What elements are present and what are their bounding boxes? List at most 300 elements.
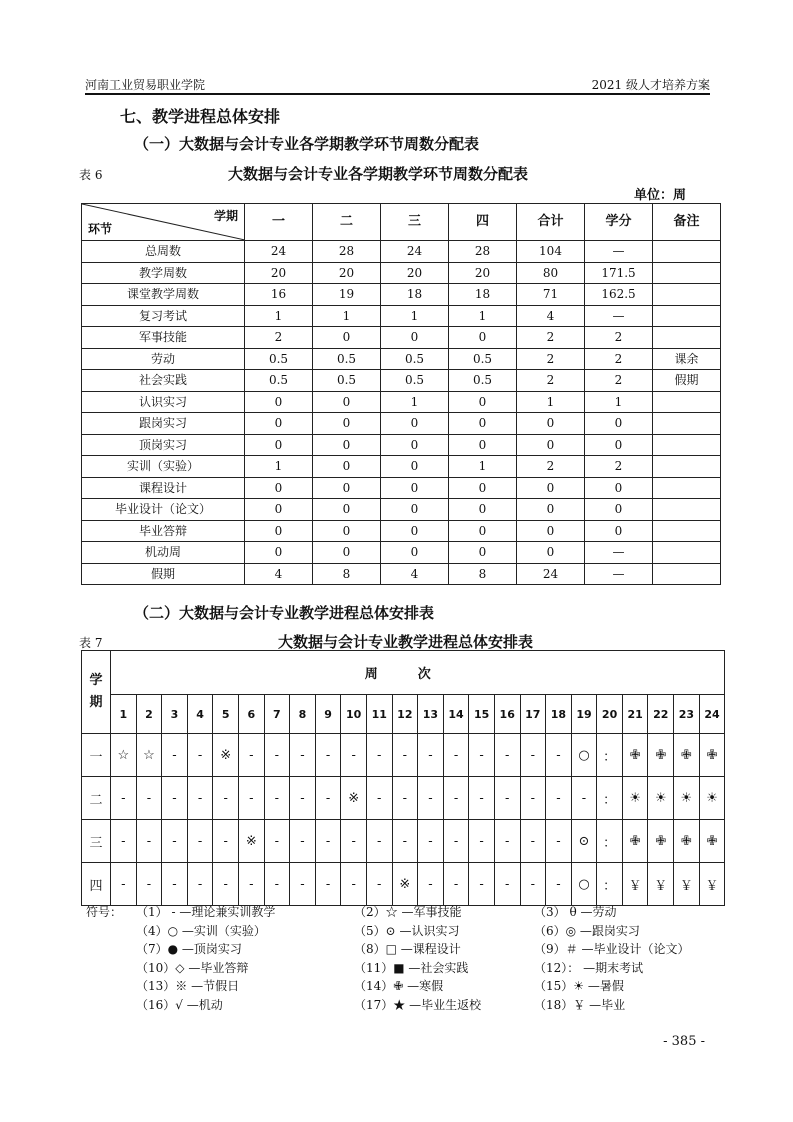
table6-cell: 20 [449,262,517,284]
table6-cell: 0 [381,456,449,478]
table6-cell: 0 [449,542,517,564]
table6-cell: 0 [245,520,313,542]
schedule-cell: - [213,777,239,820]
table6-cell [653,305,721,327]
table6-cell [653,284,721,306]
schedule-cell: - [341,820,367,863]
table6-col-term-2: 二 [313,204,381,241]
week-number: 18 [546,695,572,734]
week-number: 16 [494,695,520,734]
table6-cell: 24 [245,241,313,263]
table6-unit: 单位：周 [634,188,687,203]
table6-cell: 0.5 [313,370,381,392]
table6-cell: — [585,563,653,585]
schedule-cell: - [111,777,137,820]
schedule-cell: - [366,734,392,777]
table6-cell: 4 [381,563,449,585]
table6-cell: — [585,542,653,564]
table6-row-label: 实训（实验） [82,456,245,478]
schedule-cell: ☀ [648,777,674,820]
table6-row [82,370,721,392]
schedule-cell: - [520,863,546,906]
legend-item: （3） θ —劳动 [534,905,617,919]
table6-row [82,434,721,456]
table6-label: 表 6 [79,168,103,182]
table6-cell: 0 [517,477,585,499]
week-number: 19 [571,695,597,734]
schedule-cell: - [546,777,572,820]
table6-cell: 1 [381,391,449,413]
schedule-cell: ￥ [674,863,700,906]
corner-term-label: 学期 [213,209,238,223]
week-number: 22 [648,695,674,734]
schedule-cell: ✙ [699,820,725,863]
schedule-cell: - [238,734,264,777]
schedule-cell: - [520,777,546,820]
table6-cell [653,520,721,542]
table6-row-label: 毕业设计（论文） [82,499,245,521]
schedule-cell: - [162,863,188,906]
table6-cell [653,413,721,435]
schedule-cell: - [213,820,239,863]
schedule-cell: - [443,863,469,906]
table6-row-label: 顶岗实习 [82,434,245,456]
table6-cell: — [585,241,653,263]
schedule-cell: - [136,863,162,906]
table6-cell: 0 [245,413,313,435]
week-number: 10 [341,695,367,734]
table6-cell: 0 [449,327,517,349]
schedule-cell: - [290,734,316,777]
schedule-cell: - [264,734,290,777]
corner-segment-label: 环节 [88,222,113,236]
week-number: 2 [136,695,162,734]
table6-cell: 0.5 [245,370,313,392]
header-school-name: 河南工业贸易职业学院 [85,78,206,92]
table6-cell: 0 [449,391,517,413]
table6-cell: 0 [313,327,381,349]
schedule-cell: - [494,734,520,777]
page-number: - 385 - [663,1034,705,1049]
week-number: 4 [187,695,213,734]
table6-cell: 1 [585,391,653,413]
schedule-cell: ￥ [699,863,725,906]
table6-cell: 2 [585,456,653,478]
table6-cell: 171.5 [585,262,653,284]
table6-cell: 0.5 [381,370,449,392]
table6-cell: 0 [245,477,313,499]
table6-cell [653,563,721,585]
weeks-allocation-table [81,203,721,585]
table6-cell: 2 [517,348,585,370]
table6-cell: 80 [517,262,585,284]
table6-cell: 0 [245,542,313,564]
table6-row-label: 社会实践 [82,370,245,392]
week-number: 3 [162,695,188,734]
table6-cell: 0 [245,391,313,413]
schedule-cell: - [418,777,444,820]
teaching-schedule-table [81,650,725,906]
table6-row-label: 课堂教学周数 [82,284,245,306]
table6-cell: 16 [245,284,313,306]
table6-cell: 0 [245,434,313,456]
table6-cell: 0 [313,456,381,478]
schedule-cell: ☆ [111,734,137,777]
table6-cell [653,327,721,349]
schedule-cell: - [366,777,392,820]
running-header [85,76,710,92]
schedule-cell: - [187,734,213,777]
table6-cell: 0 [313,520,381,542]
legend-item: （11）■ —社会实践 [354,960,469,975]
schedule-cell: - [290,777,316,820]
table6-cell: 0.5 [245,348,313,370]
table6-cell: 0.5 [313,348,381,370]
table6-header-row [82,204,721,241]
table6-row [82,284,721,306]
table6-cell: 0 [585,434,653,456]
table6-row [82,305,721,327]
legend-item: （4）○ —实训（实验） [136,923,266,938]
schedule-cell: - [162,820,188,863]
table6-title: 大数据与会计专业各学期教学环节周数分配表 [228,165,529,183]
table6-cell: 0 [381,477,449,499]
table6-row [82,542,721,564]
schedule-cell: - [494,863,520,906]
table6-cell: 28 [313,241,381,263]
table6-cell: 20 [245,262,313,284]
table6-cell: 0 [517,413,585,435]
schedule-cell: - [187,777,213,820]
term-row [82,820,725,863]
legend-item: （2）☆ —军事技能 [354,905,462,919]
legend-item: （12）： —期末考试 [534,960,644,975]
table6-cell: 1 [449,456,517,478]
schedule-cell: - [494,777,520,820]
schedule-cell: - [571,777,597,820]
header-rule [85,93,710,95]
schedule-cell: ※ [341,777,367,820]
table6-row-label: 机动周 [82,542,245,564]
table6-cell: 18 [449,284,517,306]
table6-row [82,520,721,542]
week-number: 1 [111,695,137,734]
schedule-cell: ※ [238,820,264,863]
table6-cell: 0 [585,520,653,542]
week-number: 21 [622,695,648,734]
week-number: 8 [290,695,316,734]
table6-cell: 0 [449,520,517,542]
schedule-cell: - [315,734,341,777]
table6-row-label: 军事技能 [82,327,245,349]
table6-col-term-4: 四 [449,204,517,241]
table6-row-label: 认识实习 [82,391,245,413]
table6-cell [653,477,721,499]
table6-cell: 0 [313,477,381,499]
schedule-cell: - [418,863,444,906]
schedule-cell: ※ [392,863,418,906]
term-header-char-2: 期 [89,695,103,710]
table6-cell: 24 [381,241,449,263]
table6-cell: 0 [313,542,381,564]
table6-cell: 0 [517,499,585,521]
table6-cell: 2 [517,370,585,392]
table6-cell: 1 [245,305,313,327]
schedule-cell: - [315,863,341,906]
table6-col-term-1: 一 [245,204,313,241]
schedule-cell: ✙ [648,820,674,863]
schedule-cell: ⊙ [571,820,597,863]
legend-item: （14）✙ —寒假 [354,979,444,994]
table6-cell: 2 [517,456,585,478]
table6-cell: 0 [449,477,517,499]
table6-cell: 0 [585,477,653,499]
legend-item: （6）◎ —跟岗实习 [534,923,640,938]
schedule-cell: - [136,820,162,863]
table6-cell: 71 [517,284,585,306]
legend-item: （8）□ —课程设计 [354,942,461,957]
term-row [82,734,725,777]
table6-cell: 28 [449,241,517,263]
table6-cell [653,499,721,521]
schedule-cell: - [162,734,188,777]
table6-cell [653,241,721,263]
table6-cell: 0.5 [381,348,449,370]
schedule-cell: - [290,863,316,906]
table6-cell: 1 [381,305,449,327]
table6-cell: 0 [381,413,449,435]
table6-cell [653,456,721,478]
table6-cell: 0 [381,520,449,542]
table6-cell: 2 [245,327,313,349]
schedule-cell: ✙ [622,820,648,863]
week-number: 24 [699,695,725,734]
schedule-cell: - [469,820,495,863]
table6-cell: 8 [313,563,381,585]
schedule-cell: - [238,863,264,906]
term-header-cell [82,651,111,734]
table6-cell: 课余 [653,348,721,370]
table6-cell: 4 [245,563,313,585]
legend-item: （1） - —理论兼实训教学 [136,905,276,919]
legend-item: （9）＃ —毕业设计（论文） [534,942,690,957]
legend-item: （7）● —顶岗实习 [136,942,242,957]
schedule-cell: - [520,734,546,777]
schedule-cell: - [520,820,546,863]
schedule-cell: ￥ [648,863,674,906]
subsection-title-2: （二）大数据与会计专业教学进程总体安排表 [134,604,435,622]
table6-col-term-3: 三 [381,204,449,241]
week-number: 23 [674,695,700,734]
table6-cell: 0 [245,499,313,521]
table6-cell: 0 [381,434,449,456]
schedule-cell: - [443,777,469,820]
table6-cell: 0.5 [449,370,517,392]
table6-row-label: 劳动 [82,348,245,370]
schedule-cell: - [264,863,290,906]
table6-cell: 19 [313,284,381,306]
week-number: 7 [264,695,290,734]
table6-cell [653,262,721,284]
table6-col-total: 合计 [517,204,585,241]
table6-cell: 1 [245,456,313,478]
week-number: 20 [597,695,623,734]
schedule-cell: - [469,863,495,906]
table6-cell: 8 [449,563,517,585]
schedule-cell: ： [597,777,623,820]
schedule-cell: - [494,820,520,863]
schedule-cell: ： [597,863,623,906]
schedule-cell: ✙ [648,734,674,777]
schedule-cell: ○ [571,734,597,777]
week-number: 14 [443,695,469,734]
schedule-cell: - [111,863,137,906]
schedule-cell: - [546,820,572,863]
schedule-cell: ✙ [622,734,648,777]
schedule-cell: - [366,863,392,906]
header-doc-name: 2021 级人才培养方案 [591,78,710,92]
schedule-cell: ✙ [674,734,700,777]
schedule-cell: ☀ [674,777,700,820]
table6-cell: 0 [313,434,381,456]
table6-row-label: 毕业答辩 [82,520,245,542]
schedule-cell: - [469,777,495,820]
schedule-cell: ： [597,820,623,863]
schedule-cell: ￥ [622,863,648,906]
table6-row-label: 假期 [82,563,245,585]
legend-item: （15）☀ —暑假 [534,979,624,994]
table6-cell: 0 [313,413,381,435]
schedule-cell: - [264,777,290,820]
week-number: 6 [238,695,264,734]
legend-label: 符号： [86,905,123,919]
schedule-cell: ✙ [699,734,725,777]
table6-cell: 0 [449,434,517,456]
term-label: 四 [82,863,111,906]
section-title: 七、教学进程总体安排 [120,107,281,126]
schedule-cell: ☆ [136,734,162,777]
table6-cell: 2 [585,370,653,392]
term-label: 二 [82,777,111,820]
legend-item: （18）￥ —毕业 [534,998,626,1012]
table6-cell: 0 [517,520,585,542]
table6-cell: 0 [313,391,381,413]
table6-cell: 162.5 [585,284,653,306]
term-row [82,863,725,906]
table6-cell: 1 [517,391,585,413]
term-label: 一 [82,734,111,777]
table6-row [82,391,721,413]
schedule-cell: - [111,820,137,863]
table6-row [82,456,721,478]
table6-cell: 0 [517,434,585,456]
table6-corner-cell [82,204,245,241]
schedule-cell: - [366,820,392,863]
table6-cell: 1 [449,305,517,327]
schedule-cell: ※ [213,734,239,777]
table6-cell: — [585,305,653,327]
legend-item: （16）√ —机动 [136,998,223,1012]
table6-row [82,563,721,585]
schedule-cell: - [162,777,188,820]
week-number: 12 [392,695,418,734]
schedule-cell: - [290,820,316,863]
subsection-title-1: （一）大数据与会计专业各学期教学环节周数分配表 [134,135,480,153]
week-title: 周次 [111,651,725,695]
legend-item: （13）※ —节假日 [136,979,240,994]
table6-cell: 0 [585,413,653,435]
schedule-cell: - [392,820,418,863]
schedule-cell: ☀ [622,777,648,820]
table6-row-label: 复习考试 [82,305,245,327]
schedule-cell: - [341,863,367,906]
table6-row [82,477,721,499]
table6-cell: 20 [381,262,449,284]
week-number: 15 [469,695,495,734]
table6-cell: 0 [449,413,517,435]
schedule-cell: - [264,820,290,863]
schedule-cell: - [187,820,213,863]
schedule-cell: ✙ [674,820,700,863]
table6-cell: 0 [381,327,449,349]
table6-cell: 4 [517,305,585,327]
schedule-cell: ○ [571,863,597,906]
table6-cell [653,391,721,413]
week-number: 11 [366,695,392,734]
schedule-cell: - [443,734,469,777]
table6-row-label: 教学周数 [82,262,245,284]
schedule-cell: ☀ [699,777,725,820]
legend-item: （17）★ —毕业生返校 [354,998,482,1012]
schedule-cell: - [443,820,469,863]
schedule-cell: - [418,820,444,863]
week-number-row [82,695,725,734]
table6-cell: 1 [313,305,381,327]
schedule-cell: - [341,734,367,777]
table6-cell: 24 [517,563,585,585]
schedule-cell: - [213,863,239,906]
week-number: 9 [315,695,341,734]
term-row [82,777,725,820]
table6-cell: 2 [517,327,585,349]
table6-row [82,241,721,263]
table6-cell [653,542,721,564]
table6-cell: 0.5 [449,348,517,370]
table6-cell [653,434,721,456]
schedule-cell: - [315,777,341,820]
table6-cell: 0 [313,499,381,521]
table6-cell: 0 [381,542,449,564]
schedule-cell: - [469,734,495,777]
table6-row [82,327,721,349]
table6-row [82,413,721,435]
schedule-cell: - [187,863,213,906]
table6-cell: 0 [585,499,653,521]
week-number: 17 [520,695,546,734]
table6-row [82,348,721,370]
table7-title: 大数据与会计专业教学进程总体安排表 [278,633,534,651]
table6-cell: 2 [585,327,653,349]
table6-cell: 0 [449,499,517,521]
schedule-cell: - [136,777,162,820]
schedule-cell: - [238,777,264,820]
table6-row-label: 总周数 [82,241,245,263]
table6-cell: 104 [517,241,585,263]
week-title-row [82,651,725,695]
schedule-cell: - [546,734,572,777]
table6-row [82,262,721,284]
schedule-cell: - [546,863,572,906]
